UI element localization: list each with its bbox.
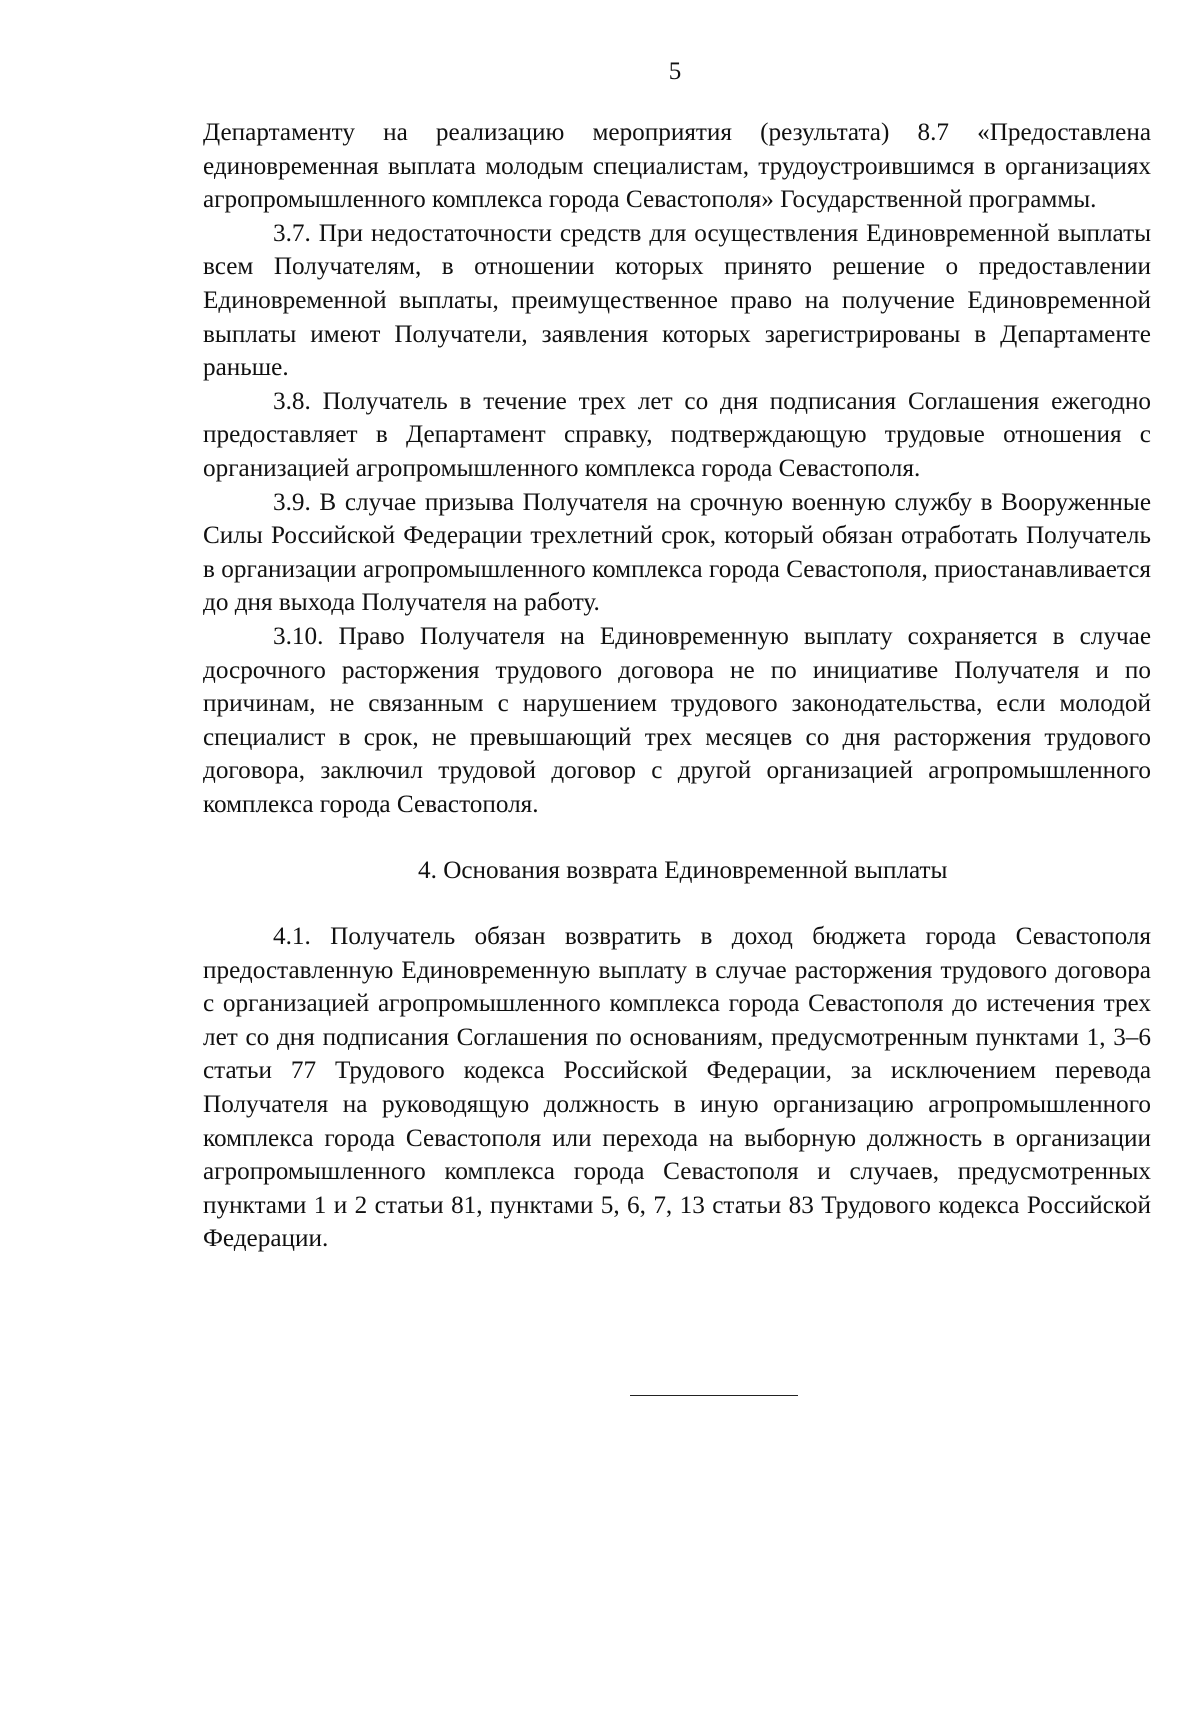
paragraph-3-8: 3.8. Получатель в течение трех лет со дня подписания Соглашения ежегодно предоставляет в Департамент справку, подтверждающую трудовые отношения с организацией агропромышленного комплекса города Севастополя. <box>203 387 1151 482</box>
paragraph-continuation: Департаменту на реализацию мероприятия (результата) 8.7 «Предоставлена единовременная выплата молодым специалистам, трудоустроившимся в организациях агропромышленного комплекса города Севастополя» Государственной программы. <box>203 119 1151 214</box>
paragraph-3-10: 3.10. Право Получателя на Единовременную выплату сохраняется в случае досрочного расторжения трудового договора не по инициативе Получателя и по причинам, не связанным с нарушением трудового законодательства, если молодой специалист в срок, не превышающий трех месяцев со дня расторжения трудового договора, заключил трудовой договор с другой организацией агропромышленного комплекса города Севастополя. <box>203 622 1151 818</box>
section-heading: 4. Основания возврата Единовременной выплаты <box>418 857 948 885</box>
paragraph-3-7: 3.7. При недостаточности средств для осуществления Единовременной выплаты всем Получателям, в отношении которых принято решение о предоставлении Единовременной выплаты, преимущественное право на получение Единовременной выплаты имеют Получатели, заявления которых зарегистрированы в Департаменте раньше. <box>203 219 1151 382</box>
paragraph-3-9: 3.9. В случае призыва Получателя на срочную военную службу в Вооруженные Силы Российской Федерации трехлетний срок, который обязан отработать Получатель в организации агропромышленного комплекса города Севастополя, приостанавливается до дня выхода Получателя на работу. <box>203 488 1151 617</box>
document-body <box>203 116 1151 1256</box>
page-number: 5 <box>668 58 682 85</box>
end-of-text-rule <box>630 1395 798 1396</box>
paragraph-4-1: 4.1. Получатель обязан возвратить в доход бюджета города Севастополя предоставленную Единовременную выплату в случае расторжения трудового договора с организацией агропромышленного комплекса города Севастополя до истечения трех лет со дня подписания Соглашения по основаниям, предусмотренным пунктами 1, 3–6 статьи 77 Трудового кодекса Российской Федерации, за исключением перевода Получателя на руководящую должность в иную организацию агропромышленного комплекса города Севастополя или перехода на выборную должность в организации агропромышленного комплекса города Севастополя и случаев, предусмотренных пунктами 1 и 2 статьи 81, пунктами 5, 6, 7, 13 статьи 83 Трудового кодекса Российской Федерации. <box>203 923 1151 1253</box>
